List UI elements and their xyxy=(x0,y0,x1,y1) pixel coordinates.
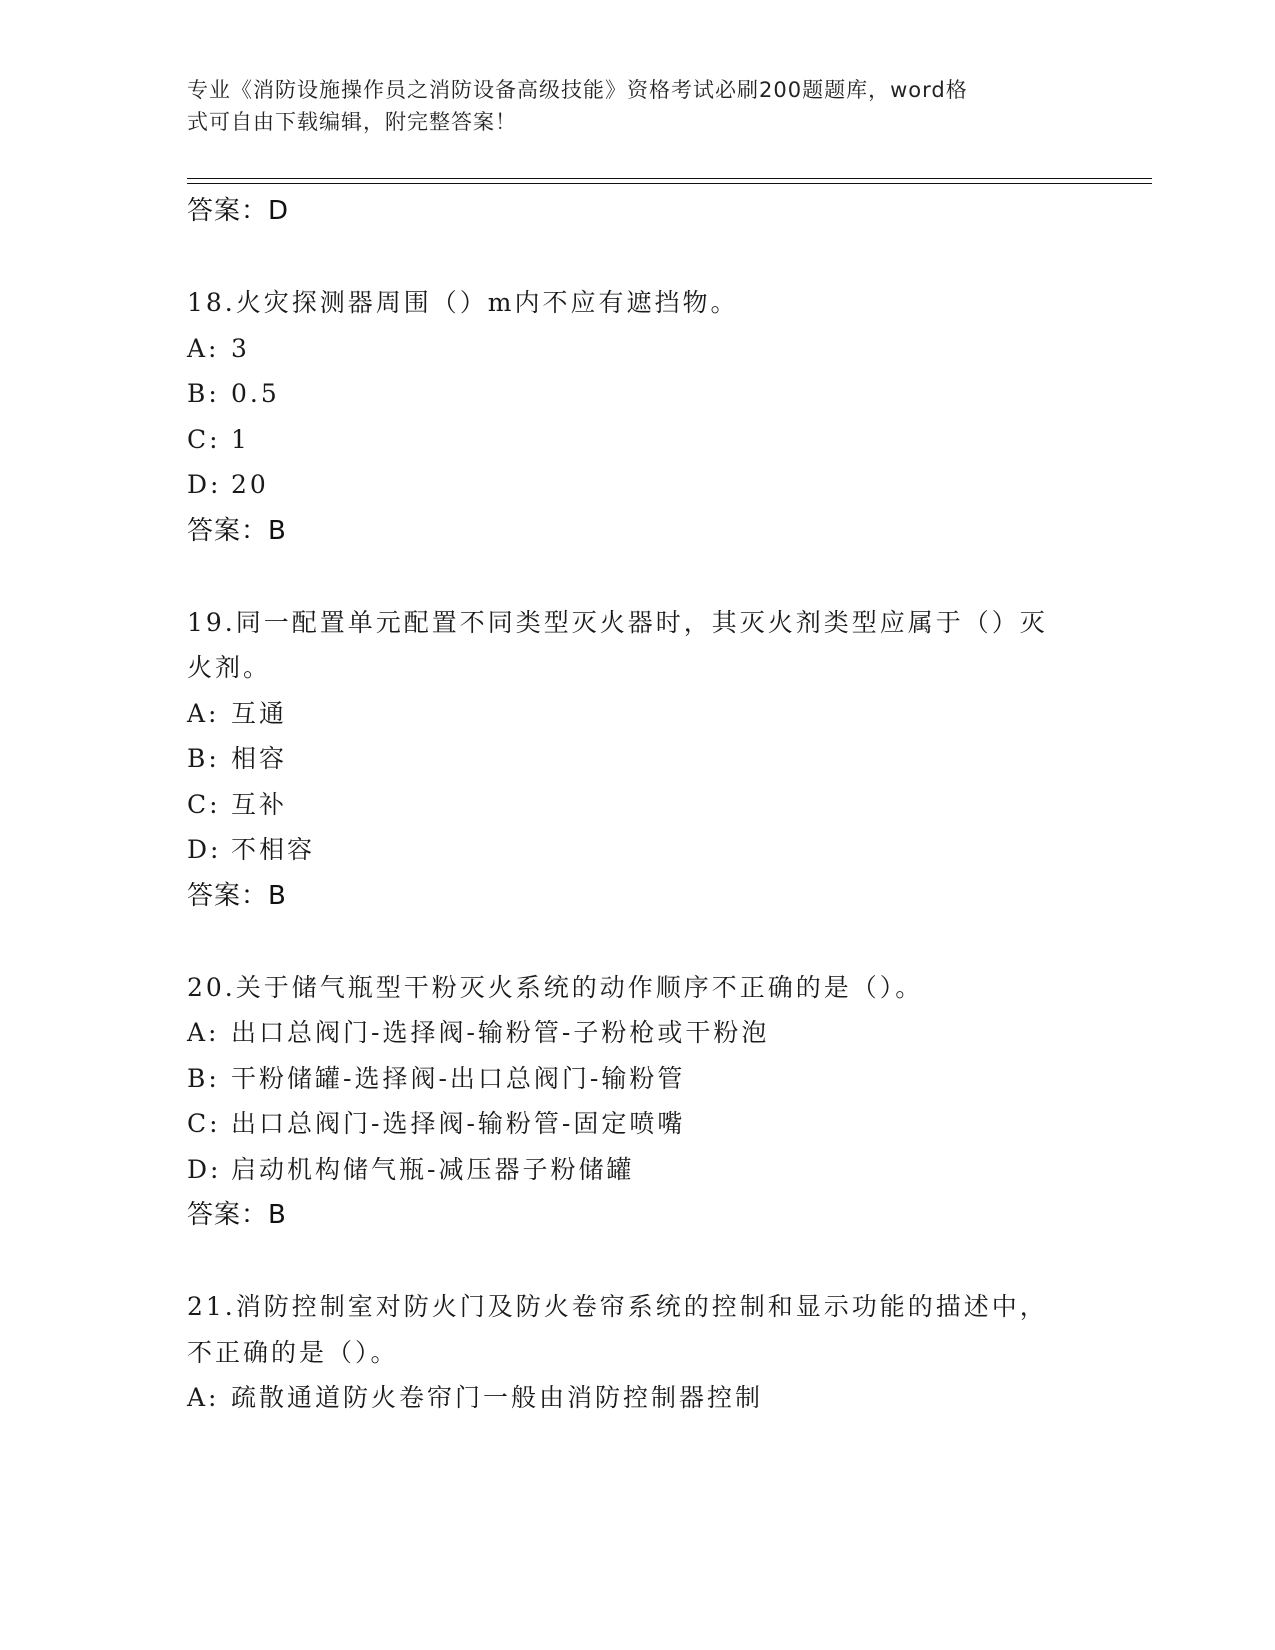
option-b xyxy=(187,736,1107,782)
option-text: 1 xyxy=(231,424,250,454)
option-text: 0.5 xyxy=(231,379,280,408)
spacer xyxy=(187,554,1107,600)
option-text: 不相容 xyxy=(231,835,316,864)
question-stem-continued: 不正确的是（）。 xyxy=(187,1337,399,1367)
option-text: 相容 xyxy=(231,744,288,773)
question-stem: 21.消防控制室对防火门及防火卷帘系统的控制和显示功能的描述中， xyxy=(187,1292,1048,1321)
question-21 xyxy=(187,1284,1107,1421)
question-stem: 19.同一配置单元配置不同类型灭火器时，其灭火剂类型应属于（）灭 xyxy=(187,607,1048,637)
option-a xyxy=(187,326,1107,372)
option-key: C: xyxy=(187,1109,221,1138)
option-d xyxy=(187,1147,1107,1193)
option-d xyxy=(187,827,1107,873)
option-a xyxy=(187,1375,1107,1421)
option-key: B: xyxy=(187,1063,220,1093)
spacer xyxy=(187,919,1107,965)
header-line-1: 专业《消防设施操作员之消防设备高级技能》资格考试必刷200题题库，word格 xyxy=(187,78,968,102)
option-key: B: xyxy=(187,744,220,773)
option-text: 出口总阀门-选择阀-输粉管-子粉枪或干粉泡 xyxy=(231,1018,770,1047)
option-key: D: xyxy=(187,835,222,864)
option-text: 互补 xyxy=(231,789,288,819)
page-header xyxy=(187,74,1067,138)
option-key: A: xyxy=(187,1383,220,1412)
header-line-2: 式可自由下载编辑，附完整答案！ xyxy=(187,110,517,134)
option-key: C: xyxy=(187,424,221,454)
option-key: D: xyxy=(187,1154,222,1184)
option-d xyxy=(187,462,1107,508)
option-key: D: xyxy=(187,470,222,499)
option-b xyxy=(187,1056,1107,1102)
option-key: A: xyxy=(187,333,220,363)
question-stem: 20.关于储气瓶型干粉灭火系统的动作顺序不正确的是（）。 xyxy=(187,972,924,1002)
option-text: 20 xyxy=(231,470,269,499)
spacer xyxy=(187,1238,1107,1284)
answer-line: 答案：B xyxy=(187,880,287,911)
option-c xyxy=(187,417,1107,463)
option-key: A: xyxy=(187,698,220,728)
question-18 xyxy=(187,280,1107,554)
header-divider-top xyxy=(187,178,1152,179)
question-stem-continued: 火剂。 xyxy=(187,653,272,682)
option-key: A: xyxy=(187,1018,220,1047)
answer-line: 答案：B xyxy=(187,515,287,546)
option-key: B: xyxy=(187,379,220,408)
option-text: 启动机构储气瓶-减压器子粉储罐 xyxy=(231,1154,635,1184)
option-key: C: xyxy=(187,789,221,819)
option-a xyxy=(187,1010,1107,1056)
option-text: 互通 xyxy=(231,698,288,728)
option-c xyxy=(187,782,1107,828)
answer-line: 答案：D xyxy=(187,196,290,226)
spacer xyxy=(187,234,1107,280)
option-text: 疏散通道防火卷帘门一般由消防控制器控制 xyxy=(231,1383,764,1412)
answer-line: 答案：B xyxy=(187,1200,287,1230)
option-text: 3 xyxy=(231,333,250,363)
option-text: 干粉储罐-选择阀-出口总阀门-输粉管 xyxy=(231,1063,686,1093)
option-a xyxy=(187,691,1107,737)
option-c xyxy=(187,1101,1107,1147)
question-20 xyxy=(187,965,1107,1239)
question-list xyxy=(187,188,1107,1421)
header-divider-bottom xyxy=(187,183,1152,184)
option-b xyxy=(187,371,1107,417)
question-stem: 18.火灾探测器周围（）m内不应有遮挡物。 xyxy=(187,288,739,317)
option-text: 出口总阀门-选择阀-输粉管-固定喷嘴 xyxy=(231,1109,686,1138)
question-19 xyxy=(187,600,1107,919)
